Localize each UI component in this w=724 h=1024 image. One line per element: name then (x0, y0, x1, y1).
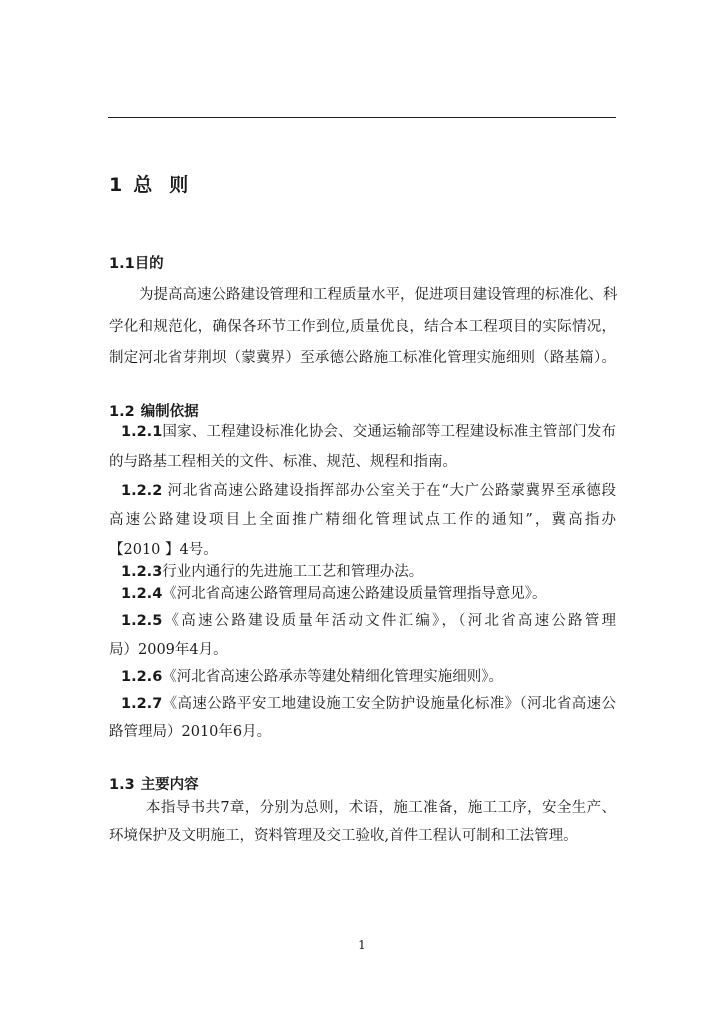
item-text: 《河北省高速公路管理局高速公路建设质量管理指导意见》。 (162, 586, 547, 602)
item-number: 1.2.4 (121, 586, 163, 602)
section-number: 1.3 (109, 777, 135, 793)
section-title: 目的 (134, 256, 164, 272)
chapter-number: 1 (109, 174, 124, 196)
section-title: 主要内容 (140, 777, 199, 793)
item-text: 行业内通行的先进施工工艺和管理办法。 (162, 564, 424, 580)
list-item-line (121, 422, 616, 442)
paragraph-line: 环境保护及文明施工，资料管理及交工验收,首件工程认可制和工法管理。 (109, 828, 578, 844)
section-heading-1-2 (109, 402, 199, 422)
item-text: 《河北省高速公路承赤等建处精细化管理实施细则》。 (162, 669, 504, 685)
header-rule (108, 117, 616, 118)
item-number: 1.2.6 (121, 669, 163, 685)
page-number: 1 (358, 938, 366, 952)
item-text: 《高速公路平安工地建设施工安全防护设施量化标准》（河北省高速公 (162, 696, 616, 712)
chapter-title-part2: 则 (169, 174, 190, 196)
section-title: 编制依据 (140, 404, 199, 420)
list-item-line: 路管理局）2010年6月。 (109, 724, 272, 740)
item-text: 国家、工程建设标准化协会、交通运输部等工程建设标准主管部门发布 (162, 424, 616, 440)
section-heading-1-3 (109, 775, 199, 795)
chapter-title-part1: 总 (133, 174, 154, 196)
list-item-line (121, 562, 616, 582)
list-item-line (121, 611, 616, 631)
list-item-line: 局）2009年4月。 (109, 642, 228, 658)
item-text: 河北省高速公路建设指挥部办公室关于在“大广公路蒙冀界至承德段 (167, 483, 617, 499)
item-number: 1.2.7 (121, 696, 163, 712)
chapter-title (109, 170, 189, 197)
list-item-line (121, 694, 616, 714)
section-number: 1.1 (109, 256, 135, 272)
list-item-line (121, 481, 616, 501)
list-item-line: 高速公路建设项目上全面推广精细化管理试点工作的通知”，冀高指办 (109, 512, 616, 528)
paragraph-line: 学化和规范化，确保各环节工作到位,质量优良，结合本工程项目的实际情况， (109, 319, 616, 335)
list-item-line: 的与路基工程相关的文件、标准、规范、规程和指南。 (109, 454, 457, 470)
section-heading-1-1 (109, 254, 164, 274)
list-item-line (121, 584, 616, 604)
item-number: 1.2.1 (121, 424, 163, 440)
paragraph-line: 本指导书共7章，分别为总则，术语，施工准备，施工工序，安全生产、 (146, 800, 616, 816)
paragraph-line: 制定河北省芽荆坝（蒙冀界）至承德公路施工标准化管理实施细则（路基篇）。 (109, 350, 616, 366)
list-item-line (121, 667, 616, 687)
list-item-line: 【2010 】4号。 (109, 542, 218, 558)
item-number: 1.2.3 (121, 564, 163, 580)
paragraph-line: 为提高高速公路建设管理和工程质量水平，促进项目建设管理的标准化、科 (139, 287, 618, 303)
item-number: 1.2.5 (121, 613, 163, 629)
item-text: 《高速公路建设质量年活动文件汇编》，（河北省高速公路管理 (162, 613, 616, 629)
section-number: 1.2 (109, 404, 135, 420)
item-number: 1.2.2 (121, 483, 163, 499)
